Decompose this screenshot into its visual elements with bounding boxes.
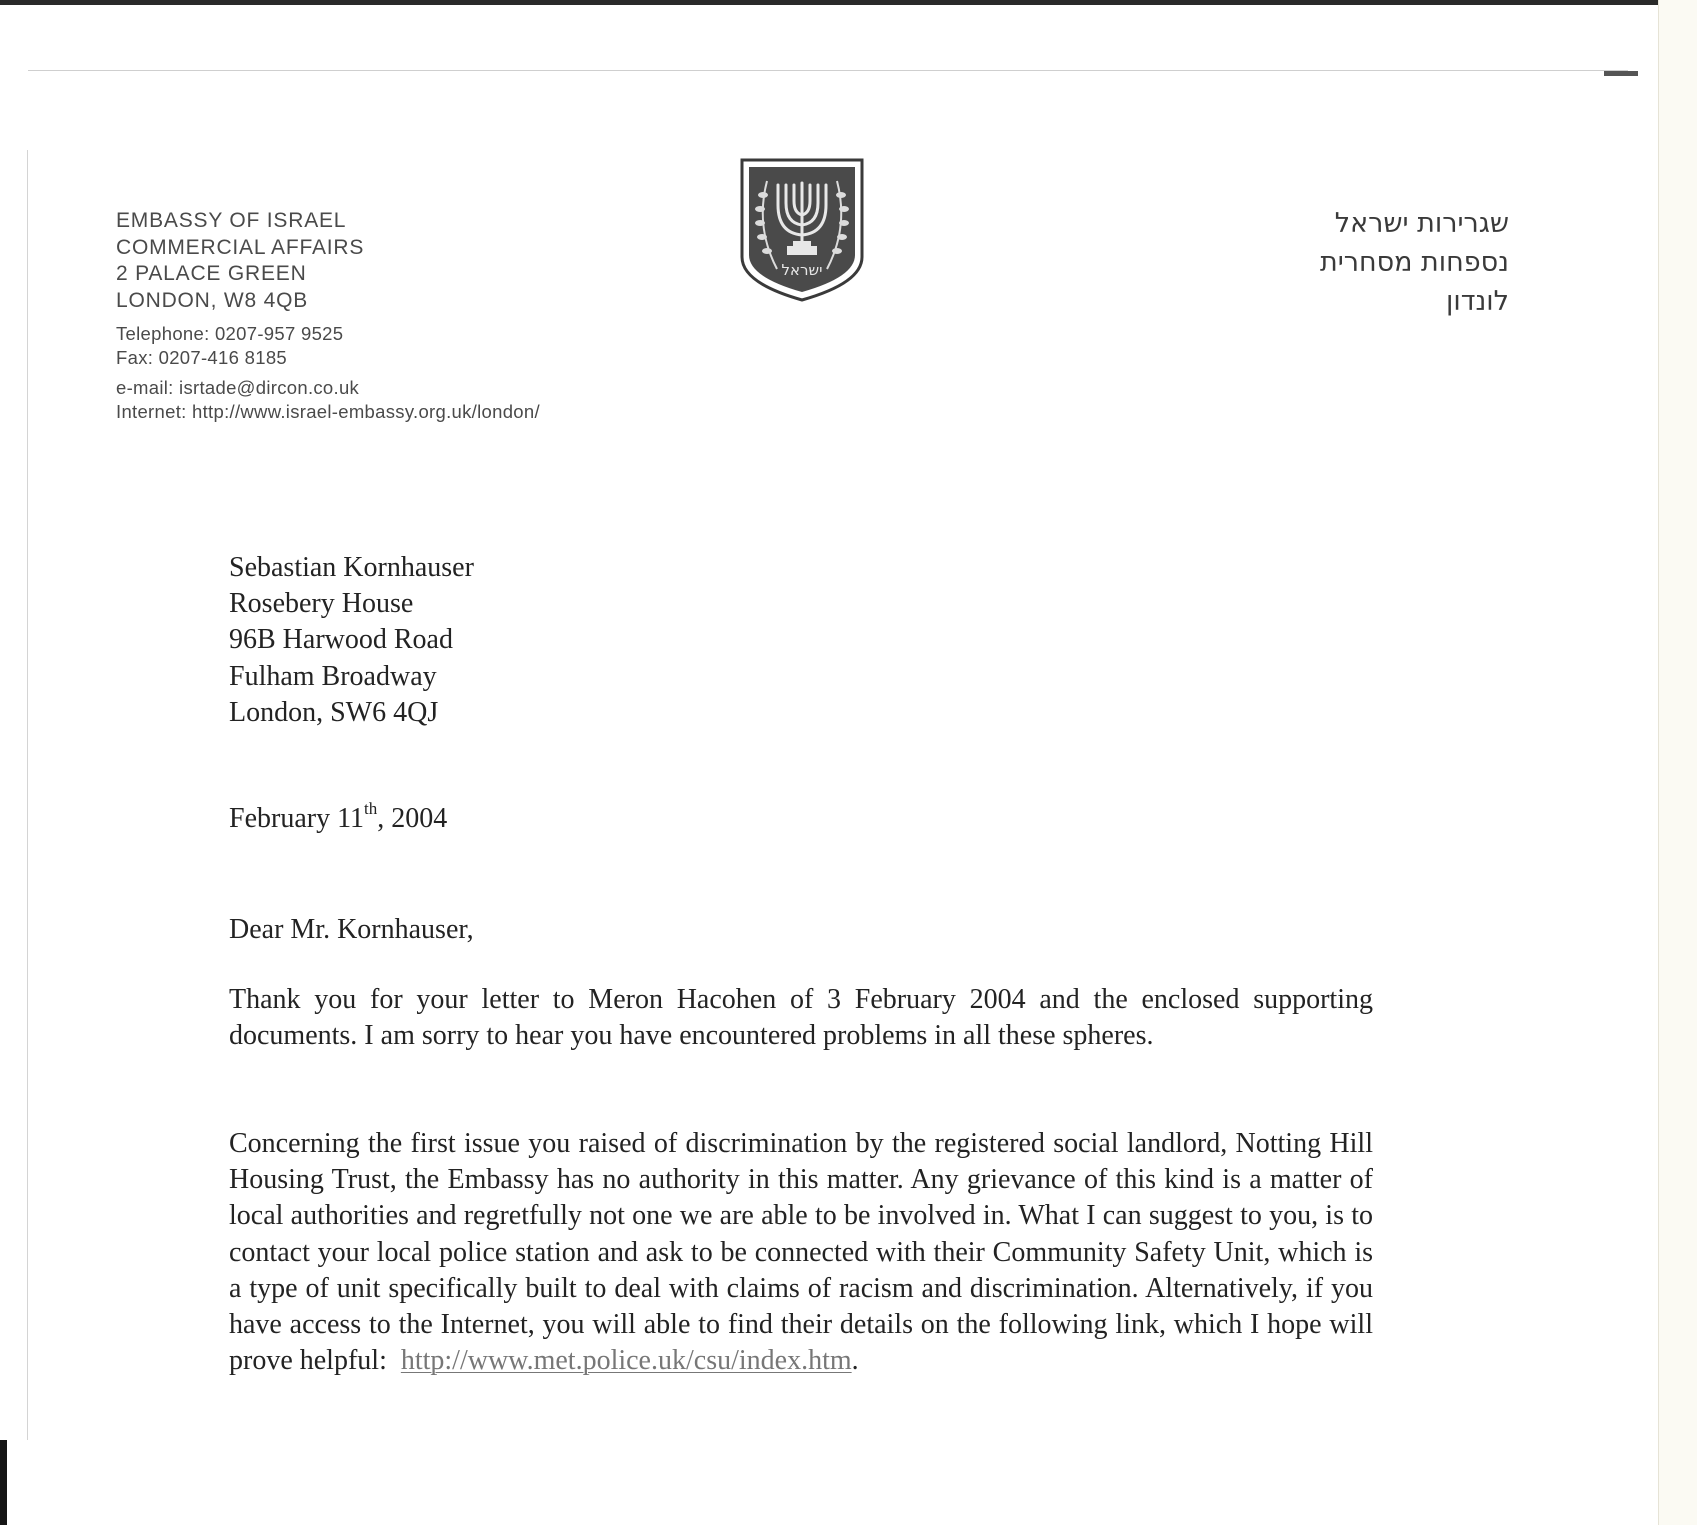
- hebrew-letterhead: [1320, 204, 1509, 321]
- hebrew-line: לונדון: [1446, 286, 1509, 317]
- scan-top-rule: [28, 70, 1628, 71]
- phone-fax-group: [116, 322, 540, 370]
- sender-email: e-mail: isrtade@dircon.co.uk: [116, 377, 360, 398]
- scan-top-edge: [0, 0, 1660, 5]
- sender-internet: Internet: http://www.israel-embassy.org.uk/london/: [116, 401, 540, 422]
- date-year: , 2004: [377, 803, 448, 834]
- date-ordinal: th: [364, 799, 378, 818]
- email-internet-group: [116, 376, 540, 424]
- recipient-line: Rosebery House: [229, 588, 414, 620]
- scan-left-rule: [27, 150, 28, 1440]
- recipient-line: 96B Harwood Road: [229, 624, 453, 656]
- sender-block: [116, 208, 540, 424]
- sender-address-line: LONDON, W8 4QB: [116, 288, 309, 312]
- recipient-address: [229, 550, 1373, 731]
- recipient-line: Fulham Broadway: [229, 660, 437, 692]
- sender-fax: Fax: 0207-416 8185: [116, 347, 287, 368]
- scan-margin-mark: [1604, 71, 1638, 76]
- menorah-emblem-icon: [739, 157, 865, 303]
- link-trailing-period: .: [851, 1345, 859, 1377]
- sender-telephone: Telephone: 0207-957 9525: [116, 323, 344, 344]
- emblem-text: ישראל: [781, 261, 823, 279]
- recipient-line: Sebastian Kornhauser: [229, 552, 474, 583]
- hebrew-line: נספחות מסחרית: [1319, 247, 1509, 278]
- scan-right-edge: [1658, 0, 1697, 1525]
- paragraph-2-text: Concerning the first issue you raised of discrimination by the registered social landlord, Notting Hill Housing Trust, the Embassy has no authority in this matter. Any grievance of this kind is a matter of local authorities and regretfully not one we are able to be involved in. What I can suggest to you, is to contact your local police station and ask to be connected with their Community Safety Unit, which is a type of unit specifically built to deal with claims of racism and discrimination. Alternatively, if you have access to the Internet, you will able to find their details on the following link, which I hope will prove helpful:: [229, 1128, 1373, 1377]
- date-month-day: February 11: [229, 803, 365, 834]
- csu-link[interactable]: http://www.met.police.uk/csu/index.htm: [400, 1345, 852, 1377]
- letter-date: [229, 801, 1373, 837]
- scan-left-bar: [0, 1440, 7, 1525]
- recipient-line: London, SW6 4QJ: [229, 696, 439, 728]
- hebrew-line: שגרירות ישראל: [1334, 208, 1509, 239]
- body-paragraph-1: Thank you for your letter to Meron Hacohen of 3 February 2004 and the enclosed supporting documents. I am sorry to hear you have encountered problems in all these spheres.: [229, 984, 1373, 1052]
- body-paragraph-2: [229, 1126, 1373, 1379]
- sender-address-line: COMMERCIAL AFFAIRS: [116, 235, 365, 259]
- salutation: Dear Mr. Kornhauser,: [229, 914, 474, 945]
- sender-address-line: EMBASSY OF ISRAEL: [116, 209, 347, 232]
- sender-address-line: 2 PALACE GREEN: [116, 262, 307, 285]
